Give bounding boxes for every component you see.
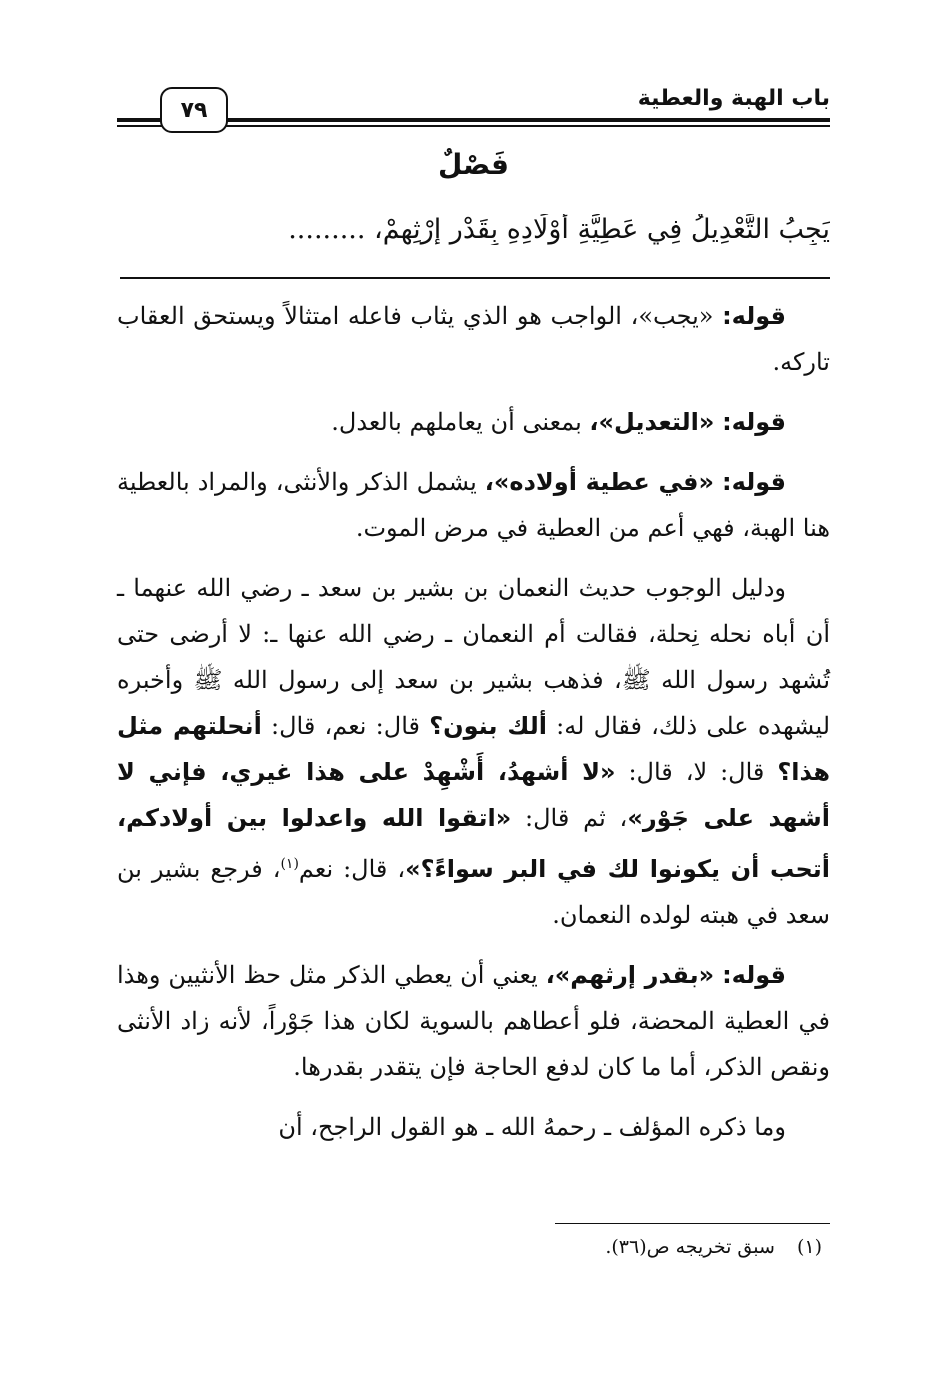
paragraph-text: الواجب هو الذي يثاب فاعله امتثالاً ويستحق العقاب تاركه. (117, 302, 830, 376)
paragraph-rajih (117, 1104, 830, 1150)
paragraph-text: بمعنى أن يعاملهم بالعدل. (331, 408, 590, 436)
running-title: باب الهبة والعطية (637, 86, 830, 111)
hadith-text: ودليل الوجوب حديث النعمان بن بشير بن سعد ـ رضي الله عنهما ـ أن أباه نحله نِحلة، فقالت أم النعمان ـ رضي الله عنها ـ: لا أرضى حتى تُشهد رسول الله ﷺ، فذهب بشير بن سعد إلى رسول الله ﷺ وأخبره ليشهده على ذلك، فقال له: (117, 574, 831, 740)
hadith-text: ، قال: نعم (298, 855, 406, 883)
header-rule-left-thin (117, 125, 162, 127)
hadith-text: قال: نعم، قال: (261, 712, 430, 740)
footnote-divider (555, 1223, 830, 1224)
page-number: ٧٩ (160, 87, 228, 133)
paragraph-atiyyah (117, 459, 830, 551)
paragraph-hadith (117, 565, 830, 938)
paragraph-text: يعني أن يعطي الذكر مثل حظ الأنثيين وهذا في العطية المحضة، فلو أعطاهم بالسوية لكان هذا جَوْراً، لأنه زاد الأنثى ونقص الذكر، أما ما كان لدفع الحاجة فإن يتقدر بقدرها. (117, 961, 830, 1081)
matn-text: يَجِبُ التَّعْدِيلُ فِي عَطِيَّةِ أَوْلَادِهِ بِقَدْرِ إِرْثِهِمْ، ......... (288, 214, 830, 245)
footnote-text: سبق تخريجه ص(٣٦). (605, 1236, 775, 1258)
paragraph-irth (117, 952, 830, 1090)
hadith-bold: ألك بنون؟ (429, 712, 547, 740)
paragraph-tadil (117, 399, 830, 445)
header-rule-thin (225, 125, 830, 127)
paragraph-yajib (117, 293, 830, 385)
matn-divider (120, 277, 830, 279)
quoted-term: «يجب»، (630, 302, 714, 330)
quoted-term: «التعديل»، (589, 408, 715, 436)
hadith-text: ، ثم قال: (511, 804, 628, 832)
footnote (605, 1236, 822, 1258)
qawluhu-label: قوله: (722, 302, 786, 330)
hadith-bold: أنحلتهم مثل هذا؟ (117, 712, 830, 786)
quoted-term: «بقدر إرثهم»، (545, 961, 715, 989)
hadith-bold: «لا أشهدُ، أَشْهِدْ على هذا غيري، فإني لا أشهد على جَوْر» (117, 758, 831, 832)
hadith-text: قال: لا، قال: (615, 758, 778, 786)
section-title: فَصْلٌ (438, 148, 509, 181)
footnote-marker: (١) (796, 1236, 822, 1258)
commentary-body (117, 293, 830, 1164)
qawluhu-label: قوله: (722, 961, 786, 989)
qawluhu-label: قوله: (722, 408, 786, 436)
paragraph-text: وما ذكره المؤلف ـ رحمهُ الله ـ هو القول الراجح، أن (278, 1113, 786, 1141)
hadith-text: ، فرجع بشير بن سعد في هبته لولده النعمان. (117, 855, 830, 929)
paragraph-text: يشمل الذكر والأنثى، والمراد بالعطية هنا الهبة، فهي أعم من العطية في مرض الموت. (117, 468, 830, 542)
hadith-bold: «اتقوا الله واعدلوا بين أولادكم، أتحب أن يكونوا لك في البر سواءً؟» (117, 804, 831, 883)
qawluhu-label: قوله: (722, 468, 786, 496)
quoted-term: «في عطية أولاده»، (484, 468, 715, 496)
footnote-reference[interactable]: (١) (280, 856, 299, 872)
header-rule-left-thick (117, 118, 162, 122)
header-rule-thick (225, 118, 830, 122)
